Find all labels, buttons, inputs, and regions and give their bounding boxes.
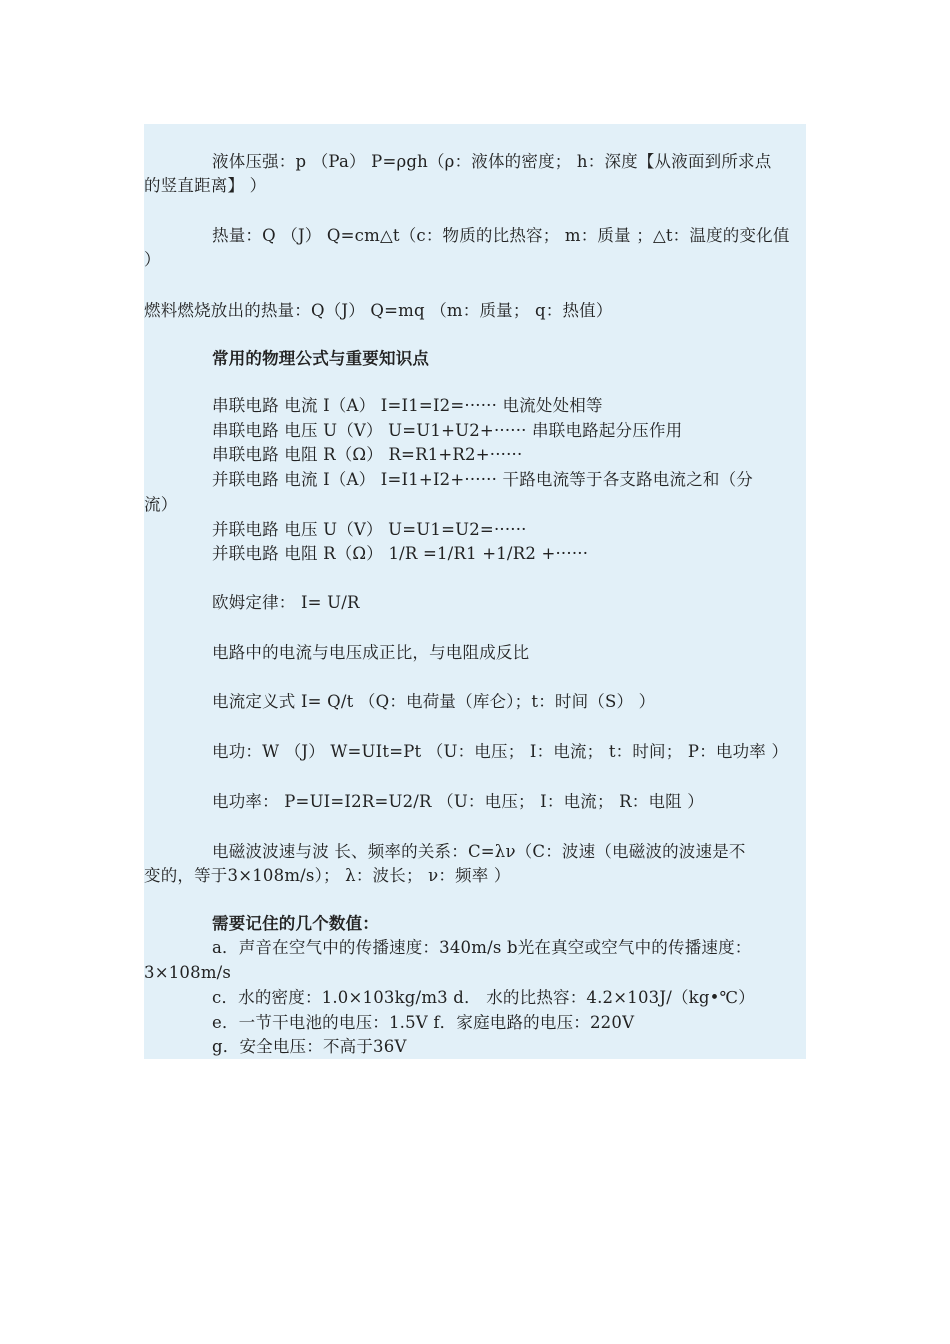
text-line-heat-cont: ）: [144, 250, 161, 269]
text-line-current-definition: 电流定义式 I= Q/t （Q：电荷量（库仑）；t：时间（S） ）: [212, 692, 656, 711]
text-line-series-current: 串联电路 电流 I（A） I=I1=I2=······ 电流处处相等: [212, 396, 603, 415]
text-line-value-safe-voltage: g．安全电压：不高于36V: [212, 1037, 407, 1056]
text-line-series-voltage: 串联电路 电压 U（V） U=U1+U2+······ 串联电路起分压作用: [212, 421, 683, 440]
text-line-value-sound-light: a．声音在空气中的传播速度：340m/s b光在真空或空气中的传播速度：: [212, 938, 752, 957]
text-line-wave-speed-cont: 变的，等于3×108m/s）； λ：波长； ν：频率 ）: [144, 866, 511, 885]
text-line-ohms-law: 欧姆定律： I= U/R: [212, 593, 360, 612]
text-line-wave-speed: 电磁波波速与波 长、频率的关系：C=λν（C：波速（电磁波的波速是不: [212, 842, 746, 861]
text-line-parallel-current-cont: 流）: [144, 495, 178, 514]
section-heading-formulas: 常用的物理公式与重要知识点: [212, 349, 430, 368]
text-line-liquid-pressure-cont: 的竖直距离】 ）: [144, 176, 267, 195]
text-line-value-battery-household: e．一节干电池的电压：1.5V f．家庭电路的电压：220V: [212, 1013, 635, 1032]
text-line-parallel-voltage: 并联电路 电压 U（V） U=U1=U2=······: [212, 520, 527, 539]
text-line-electric-power: 电功率： P=UI=I2R=U2/R （U：电压； I：电流； R：电阻 ）: [212, 792, 704, 811]
section-heading-values: 需要记住的几个数值：: [212, 914, 379, 933]
text-line-heat: 热量：Q （J） Q=cm△t（c：物质的比热容； m：质量 ；△t：温度的变化值: [212, 226, 790, 245]
text-line-fuel-heat: 燃料燃烧放出的热量：Q（J） Q=mq （m：质量； q：热值）: [144, 301, 613, 320]
text-line-value-density-heat: c．水的密度：1.0×103kg/m3 d． 水的比热容：4.2×103J/（kg•℃）: [212, 988, 755, 1007]
text-line-proportion: 电路中的电流与电压成正比，与电阻成反比: [212, 643, 530, 662]
text-line-parallel-resistance: 并联电路 电阻 R（Ω） 1/R =1/R1 +1/R2 +······: [212, 544, 589, 563]
text-line-value-light-cont: 3×108m/s: [144, 963, 232, 982]
text-line-electric-work: 电功：W （J） W=UIt=Pt （U：电压； I：电流； t：时间； P：电功率 ）: [212, 742, 789, 761]
text-line-parallel-current: 并联电路 电流 I（A） I=I1+I2+······ 干路电流等于各支路电流之和（分: [212, 470, 754, 489]
text-line-liquid-pressure: 液体压强：p （Pa） P=ρgh（ρ：液体的密度； h：深度【从液面到所求点: [212, 152, 772, 171]
text-line-series-resistance: 串联电路 电阻 R（Ω） R=R1+R2+······: [212, 445, 523, 464]
content-panel: [144, 124, 806, 1059]
